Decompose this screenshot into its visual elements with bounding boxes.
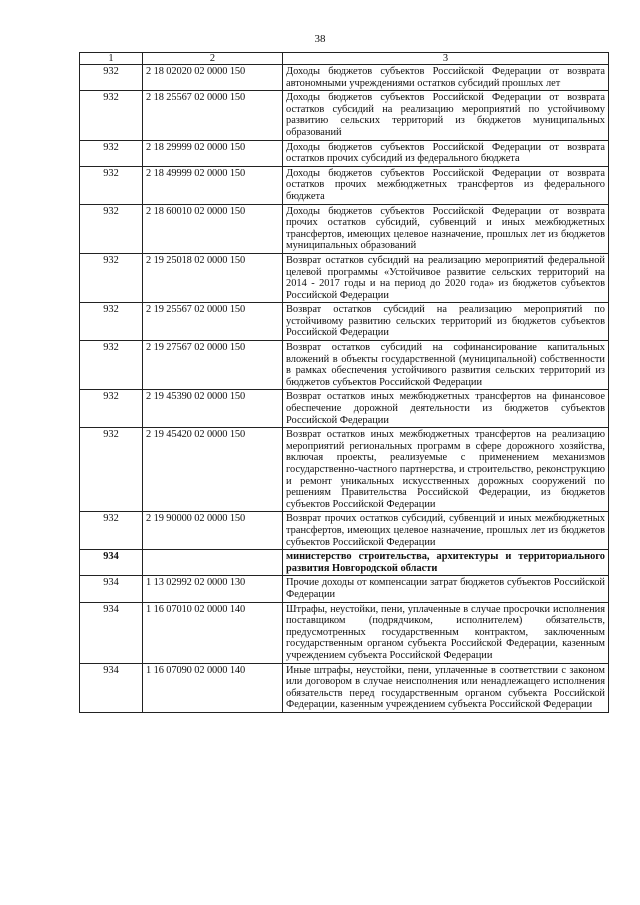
table-row	[80, 428, 609, 512]
income-name-cell: Возврат остатков субсидий на реализацию мероприятий по устойчивому развитию сельских территорий из бюджетов субъектов Российской Федерации	[283, 303, 609, 341]
income-name-cell: Доходы бюджетов субъектов Российской Федерации от возврата остатков прочих субсидий из федерального бюджета	[283, 140, 609, 166]
table-row	[80, 512, 609, 550]
table-row	[80, 663, 609, 712]
income-name-cell: Штрафы, неустойки, пени, уплаченные в случае просрочки исполнения поставщиком (подрядчиком, исполнителем) обязательств, предусмотренных государственным контрактом, заключенным государственным органом субъекта Российской Федерации, казенным учреждением субъекта Российской Федерации	[283, 602, 609, 663]
page-number: 38	[314, 33, 326, 45]
income-code-cell: 2 19 45420 02 0000 150	[143, 428, 283, 512]
admin-code-cell: 934	[80, 663, 143, 712]
table-row	[80, 341, 609, 390]
income-code-cell: 2 19 45390 02 0000 150	[143, 390, 283, 428]
table-header-row	[80, 53, 609, 65]
income-code-cell: 1 16 07090 02 0000 140	[143, 663, 283, 712]
admin-code-cell: 932	[80, 390, 143, 428]
income-name-cell: Доходы бюджетов субъектов Российской Федерации от возврата автономными учреждениями остатков субсидий прошлых лет	[283, 65, 609, 91]
income-code-cell: 2 18 60010 02 0000 150	[143, 204, 283, 253]
income-code-cell: 2 18 25567 02 0000 150	[143, 91, 283, 140]
table-row	[80, 576, 609, 602]
income-name-cell: министерство строительства, архитектуры и территориального развития Новгородской области	[283, 550, 609, 576]
table-row	[80, 91, 609, 140]
income-name-cell: Возврат остатков иных межбюджетных трансфертов на финансовое обеспечение дорожной деятельности из бюджетов субъектов Российской Федерации	[283, 390, 609, 428]
income-code-cell	[143, 550, 283, 576]
income-code-cell: 2 19 25567 02 0000 150	[143, 303, 283, 341]
income-code-cell: 1 13 02992 02 0000 130	[143, 576, 283, 602]
revenue-codes-table	[79, 52, 609, 713]
income-name-cell: Доходы бюджетов субъектов Российской Федерации от возврата остатков прочих межбюджетных трансфертов из федерального бюджета	[283, 166, 609, 204]
income-code-cell: 2 18 49999 02 0000 150	[143, 166, 283, 204]
table-row	[80, 166, 609, 204]
table-row	[80, 253, 609, 302]
income-code-cell: 2 19 25018 02 0000 150	[143, 253, 283, 302]
admin-code-cell: 932	[80, 512, 143, 550]
income-name-cell: Возврат остатков иных межбюджетных трансфертов на реализацию мероприятий региональных программ в сфере дорожного хозяйства, включая проекты, реализуемые с применением механизмов государственно-частного партнерства, и строительство, реконструкцию и ремонт уникальных искусственных дорожных сооружений по решениям Правительства Российской Федерации, из бюджетов субъектов Российской Федерации	[283, 428, 609, 512]
column-header-3: 3	[283, 53, 609, 65]
column-header-2: 2	[143, 53, 283, 65]
table-row	[80, 65, 609, 91]
admin-code-cell: 932	[80, 341, 143, 390]
table-body	[80, 65, 609, 713]
admin-code-cell: 932	[80, 253, 143, 302]
admin-code-cell: 932	[80, 91, 143, 140]
income-code-cell: 2 18 02020 02 0000 150	[143, 65, 283, 91]
income-name-cell: Иные штрафы, неустойки, пени, уплаченные в соответствии с законом или договором в случае неисполнения или ненадлежащего исполнения обязательств перед государственным органом субъекта Российской Федерации, казенным учреждением субъекта Российской Федерации	[283, 663, 609, 712]
income-name-cell: Возврат прочих остатков субсидий, субвенций и иных межбюджетных трансфертов, имеющих целевое назначение, прошлых лет из бюджетов субъектов Российской Федерации	[283, 512, 609, 550]
table-row	[80, 390, 609, 428]
table-row	[80, 204, 609, 253]
admin-code-cell: 934	[80, 602, 143, 663]
income-code-cell: 1 16 07010 02 0000 140	[143, 602, 283, 663]
admin-code-cell: 934	[80, 550, 143, 576]
column-header-1: 1	[80, 53, 143, 65]
income-code-cell: 2 19 90000 02 0000 150	[143, 512, 283, 550]
admin-code-cell: 932	[80, 428, 143, 512]
ministry-header-row	[80, 550, 609, 576]
admin-code-cell: 932	[80, 65, 143, 91]
admin-code-cell: 932	[80, 166, 143, 204]
admin-code-cell: 934	[80, 576, 143, 602]
table-row	[80, 140, 609, 166]
income-code-cell: 2 19 27567 02 0000 150	[143, 341, 283, 390]
income-name-cell: Возврат остатков субсидий на софинансирование капитальных вложений в объекты государственной (муниципальной) собственности в рамках обеспечения устойчивого развития сельских территорий из бюджетов субъектов Российской Федерации	[283, 341, 609, 390]
income-name-cell: Доходы бюджетов субъектов Российской Федерации от возврата остатков субсидий на реализацию мероприятий по устойчивому развитию сельских территорий из бюджетов муниципальных образований	[283, 91, 609, 140]
admin-code-cell: 932	[80, 204, 143, 253]
income-name-cell: Доходы бюджетов субъектов Российской Федерации от возврата прочих остатков субсидий, субвенций и иных межбюджетных трансфертов, имеющих целевое назначение, прошлых лет из бюджетов муниципальных образований	[283, 204, 609, 253]
income-code-cell: 2 18 29999 02 0000 150	[143, 140, 283, 166]
table-row	[80, 303, 609, 341]
income-name-cell: Возврат остатков субсидий на реализацию мероприятий федеральной целевой программы «Устойчивое развитие сельских территорий на 2014 - 2017 годы и на период до 2020 года» из бюджетов субъектов Российской Федерации	[283, 253, 609, 302]
income-name-cell: Прочие доходы от компенсации затрат бюджетов субъектов Российской Федерации	[283, 576, 609, 602]
table-row	[80, 602, 609, 663]
admin-code-cell: 932	[80, 140, 143, 166]
admin-code-cell: 932	[80, 303, 143, 341]
